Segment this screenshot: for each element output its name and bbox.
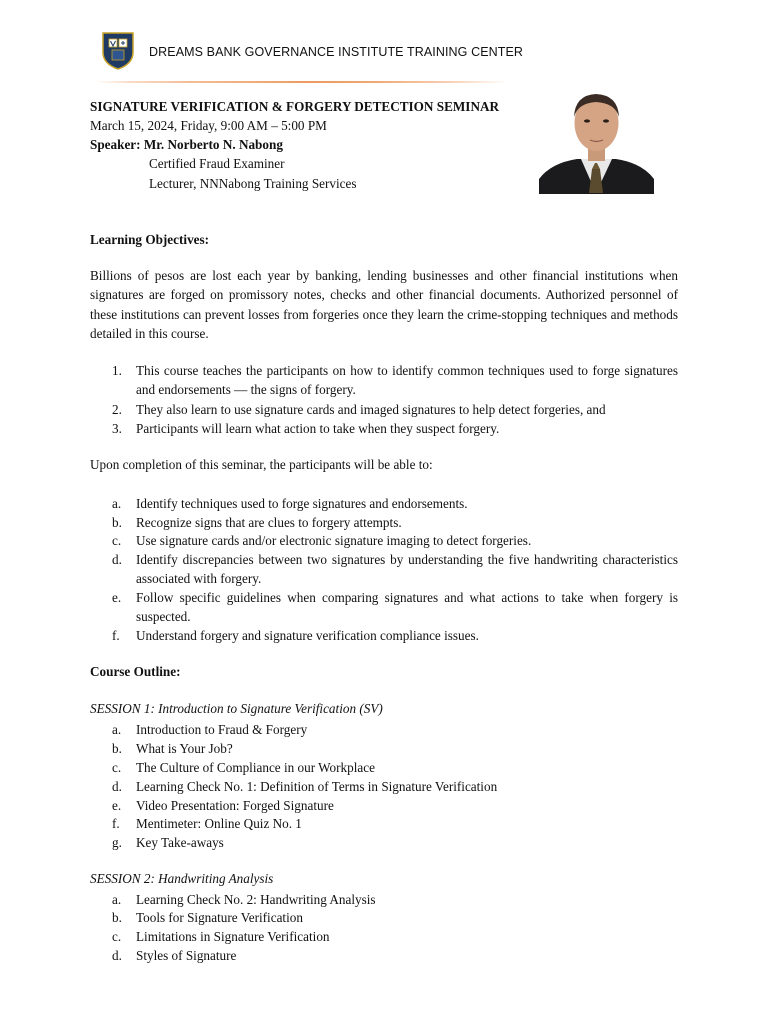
list-item-text: Tools for Signature Verification	[136, 910, 303, 925]
list-marker: 2.	[112, 402, 122, 417]
organization-name: DREAMS BANK GOVERNANCE INSTITUTE TRAINING CENTER	[149, 45, 524, 59]
list-marker: d.	[112, 552, 122, 567]
header-divider	[95, 80, 515, 84]
seminar-title: SIGNATURE VERIFICATION & FORGERY DETECTION SEMINAR	[90, 99, 500, 114]
list-item-text: Mentimeter: Online Quiz No. 1	[136, 816, 302, 831]
list-item-text: Styles of Signature	[136, 948, 237, 963]
list-marker: a.	[112, 722, 122, 737]
list-item-text: Key Take-aways	[136, 835, 224, 850]
list-marker: a.	[112, 496, 122, 511]
list-item-text: Identify techniques used to forge signatures and endorsements.	[136, 496, 468, 511]
list-marker: g.	[112, 835, 122, 850]
list-marker: b.	[112, 515, 122, 530]
speaker-photo	[539, 81, 654, 194]
list-marker: d.	[112, 948, 122, 963]
list-marker: c.	[112, 760, 122, 775]
list-item-text: The Culture of Compliance in our Workplace	[136, 760, 375, 775]
speaker-credential: Certified Fraud Examiner	[149, 156, 285, 171]
list-item-text: Use signature cards and/or electronic signature imaging to detect forgeries.	[136, 533, 532, 548]
list-item-text: Learning Check No. 2: Handwriting Analysis	[136, 892, 376, 907]
session-title: SESSION 2: Handwriting Analysis	[90, 871, 274, 886]
learning-objectives-heading: Learning Objectives:	[90, 232, 210, 247]
shield-logo-icon	[101, 30, 135, 70]
completion-intro: Upon completion of this seminar, the participants will be able to:	[90, 457, 433, 472]
list-item-text: Learning Check No. 1: Definition of Terms in Signature Verification	[136, 779, 498, 794]
list-item-text: They also learn to use signature cards and imaged signatures to help detect forgeries, and	[136, 402, 606, 417]
list-item-text: Introduction to Fraud & Forgery	[136, 722, 308, 737]
list-item-text: Limitations in Signature Verification	[136, 929, 330, 944]
list-item-text: Recognize signs that are clues to forgery attempts.	[136, 515, 402, 530]
list-item-text: Video Presentation: Forged Signature	[136, 798, 334, 813]
objectives-intro-paragraph: Billions of pesos are lost each year by banking, lending businesses and other financial institutions when signatures are forged on promissory notes, checks and other financial documents. Authorized personnel of these institutions can prevent losses from forgeries once they learn the crime-stopping techniques and methods detailed in this course.	[90, 268, 678, 341]
course-outline-heading: Course Outline:	[90, 664, 181, 679]
list-marker: b.	[112, 741, 122, 756]
list-marker: 1.	[112, 363, 122, 378]
list-item-text: This course teaches the participants on how to identify common techniques used to forge signatures and endorsements — the signs of forgery.	[136, 363, 678, 397]
list-marker: b.	[112, 910, 122, 925]
list-marker: f.	[112, 628, 120, 643]
list-marker: a.	[112, 892, 122, 907]
list-marker: 3.	[112, 421, 122, 436]
list-item-text: What is Your Job?	[136, 741, 233, 756]
list-item-text: Understand forgery and signature verification compliance issues.	[136, 628, 479, 643]
speaker-name: Speaker: Mr. Norberto N. Nabong	[90, 137, 283, 152]
list-marker: f.	[112, 816, 120, 831]
list-item-text: Participants will learn what action to take when they suspect forgery.	[136, 421, 500, 436]
list-marker: c.	[112, 929, 122, 944]
list-marker: c.	[112, 533, 122, 548]
list-item-text: Follow specific guidelines when comparing signatures and what actions to take when forgery is suspected.	[136, 590, 678, 624]
list-marker: e.	[112, 798, 122, 813]
list-marker: e.	[112, 590, 122, 605]
list-marker: d.	[112, 779, 122, 794]
list-item-text: Identify discrepancies between two signatures by understanding the five handwriting characteristics associated with forgery.	[136, 552, 678, 586]
seminar-date: March 15, 2024, Friday, 9:00 AM – 5:00 PM	[90, 118, 327, 133]
session-title: SESSION 1: Introduction to Signature Verification (SV)	[90, 701, 383, 716]
speaker-credential: Lecturer, NNNabong Training Services	[149, 176, 357, 191]
